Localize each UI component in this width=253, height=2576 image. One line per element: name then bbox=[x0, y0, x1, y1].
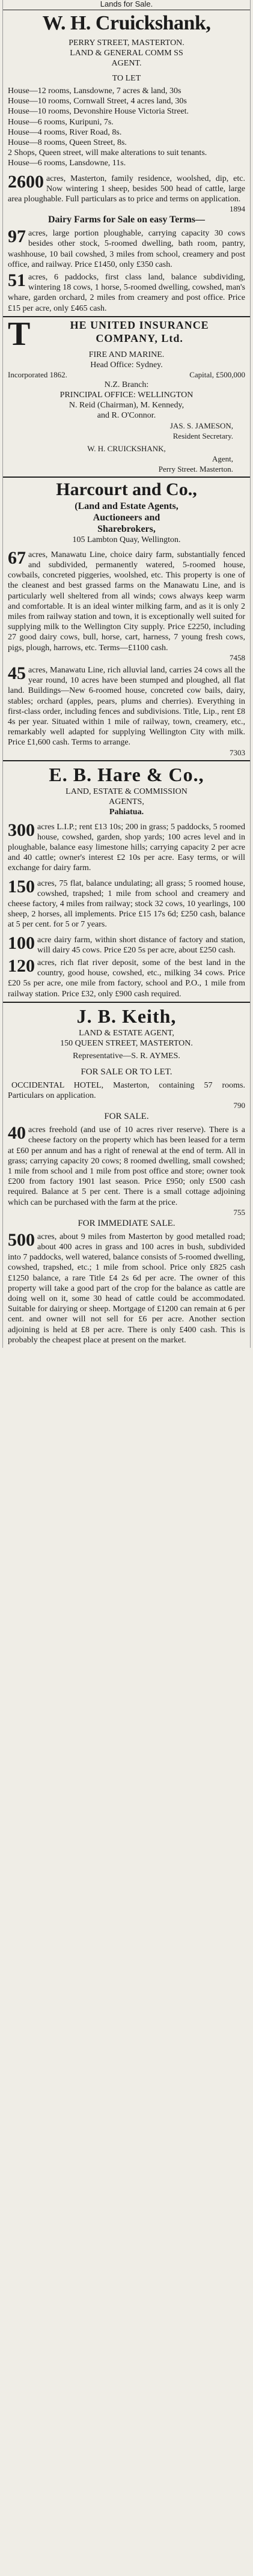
listing-text: acres, 75 flat, balance undulating; all grass; 5 roomed house, cowshed, trapshed; 1 mile from school and creamery and cheese factory, 4 miles from railway; stock 32 cows, 10 yearlings, 100 sheep, 2 horses, all implements. Price £15 17s 6d; £250 cash, balance at 5 per cent. for 5 or 7 years. bbox=[8, 878, 245, 930]
listing-100 bbox=[8, 935, 245, 955]
listing-text: acres, Manawatu Line, choice dairy farm, substantially fenced and subdivided, permanently watered, 5-roomed house, cowbails, concreted piggeries, woolshed, etc. This property is one of the cleanest and best grassed farms on the Manawatu Line, and is particularly well sheltered from all winds; cows always keep warm and comfortable. It is an ideal winter milking farm, and as it is only 2 miles from railway station and town, it is exceptionally well suited for supplying milk to the Wellington City supply. Price £2250, including 27 good dairy cows, bull, horse, cart, harness, 7 young fresh cows, pigs, plough, harrows, etc. Terms—£1100 cash. bbox=[8, 550, 245, 653]
keith-ad bbox=[3, 1003, 250, 1348]
listing-number: 100 bbox=[8, 933, 35, 953]
listing-number: 500 bbox=[8, 1229, 35, 1250]
listing-300 bbox=[8, 822, 245, 874]
insurance-header bbox=[8, 315, 245, 353]
listing-text: acres, rich flat river deposit, some of the best land in the country, good house, cowshed, etc., milking 34 cows. Price £20 5s per acre, one mile from factory, school and P.O., 1 mile from railway station. Price £32, only £900 cash required. bbox=[8, 958, 245, 999]
keith-sub: LAND & ESTATE AGENT, bbox=[79, 1028, 174, 1038]
listing-text: acre dairy farm, within short distance of factory and station, will dairy 45 cows. Price £20 5s per acre, about £250 cash. bbox=[37, 935, 245, 955]
clipped-header: Lands for Sale. bbox=[100, 0, 153, 8]
listing-code: 7303 bbox=[230, 748, 245, 757]
harcourt-sub: Auctioneers and bbox=[93, 512, 160, 523]
insurance-head-office: Head Office: Sydney. bbox=[90, 360, 163, 370]
advertisement-column bbox=[2, 0, 251, 1348]
insurance-ad bbox=[3, 317, 250, 477]
listing-40 bbox=[8, 1125, 245, 1208]
hare-sub: AGENTS, bbox=[109, 797, 144, 806]
listing-code: 755 bbox=[233, 1207, 245, 1217]
cruickshank-street: PERRY STREET, MASTERTON. bbox=[69, 38, 184, 47]
dairy-heading: Dairy Farms for Sale on easy Terms— bbox=[47, 215, 205, 225]
listing-text: acres L.I.P.; rent £13 10s; 200 in grass; 5 paddocks, 5 roomed house, cowshed, garden, shop yards; 100 acres level and in ploughable, balance easy limestone hills; carrying capacity 2 per acre and 40 cattle; owner's interest £2 10s per acre. Easy terms, or will exchange for dairy farm. bbox=[8, 822, 245, 873]
listing-text: acres, Masterton, family residence, woolshed, dip, etc. Now wintering 1 sheep, besides 500 head of cattle, large area ploughable. Full particulars as to price and terms on application. bbox=[8, 174, 245, 204]
listing-45 bbox=[8, 665, 245, 748]
section-heading: FOR SALE. bbox=[104, 1112, 149, 1122]
hare-name: E. B. Hare & Co., bbox=[49, 763, 204, 785]
insurance-row bbox=[8, 370, 245, 380]
cruickshank-agent: AGENT. bbox=[111, 59, 142, 68]
listing-2600 bbox=[8, 171, 245, 205]
drop-cap: T bbox=[8, 315, 31, 353]
harcourt-ad bbox=[3, 478, 250, 760]
listing-number: 97 bbox=[8, 227, 26, 247]
insurance-line2: COMPANY, Ltd. bbox=[96, 332, 183, 344]
section-heading: FOR IMMEDIATE SALE. bbox=[78, 1218, 175, 1228]
insurance-agent-title: Agent, bbox=[212, 454, 233, 463]
listing-number: 120 bbox=[8, 955, 35, 976]
to-let-item: 2 Shops, Queen street, will make alterations to suit tenants. bbox=[8, 148, 207, 158]
keith-rep: Representative—S. R. AYMES. bbox=[73, 1051, 180, 1061]
insurance-directors: and R. O'Connor. bbox=[97, 410, 156, 420]
listing-code: 7458 bbox=[230, 653, 245, 662]
listing-67 bbox=[8, 547, 245, 653]
listing-number: 40 bbox=[8, 1123, 26, 1143]
listing-number: 51 bbox=[8, 270, 26, 291]
hare-ad bbox=[3, 761, 250, 1002]
to-let-heading: TO LET bbox=[112, 74, 141, 83]
insurance-secretary-title: Resident Secretary. bbox=[172, 431, 233, 440]
insurance-line1: HE UNITED INSURANCE bbox=[70, 318, 209, 331]
insurance-principal: PRINCIPAL OFFICE: WELLINGTON bbox=[59, 390, 194, 400]
hare-sub: LAND, ESTATE & COMMISSION bbox=[66, 787, 187, 796]
listing-51 bbox=[8, 272, 245, 314]
listing-code: 1894 bbox=[230, 204, 245, 214]
listing-number: 67 bbox=[8, 547, 26, 568]
listing-number: 300 bbox=[8, 820, 35, 840]
to-let-item: House—6 rooms, Lansdowne, 11s. bbox=[8, 159, 126, 168]
hotel-listing: OCCIDENTAL HOTEL, Masterton, containing 57 rooms. Particulars on application. bbox=[8, 1080, 245, 1100]
harcourt-name: Harcourt and Co., bbox=[56, 479, 197, 499]
to-let-item: House—4 rooms, River Road, 8s. bbox=[8, 127, 122, 137]
keith-name: J. B. Keith, bbox=[76, 1005, 177, 1027]
insurance-branch: N.Z. Branch: bbox=[104, 380, 149, 389]
cruickshank-ad bbox=[3, 10, 250, 316]
cruickshank-name: W. H. Cruickshank, bbox=[42, 12, 211, 34]
keith-addr: 150 QUEEN STREET, MASTERTON. bbox=[60, 1038, 193, 1048]
to-let-item: House—6 rooms, Kuripuni, 7s. bbox=[8, 117, 114, 127]
to-let-item: House—10 rooms, Devonshire House Victoria Street. bbox=[8, 107, 189, 117]
insurance-capital: Capital, £500,000 bbox=[189, 370, 245, 379]
listing-number: 45 bbox=[8, 663, 26, 683]
insurance-incorporated: Incorporated 1862. bbox=[8, 370, 67, 379]
to-let-item: House—10 rooms, Cornwall Street, 4 acres land, 30s bbox=[8, 97, 187, 106]
listing-97 bbox=[8, 228, 245, 270]
listing-code: 790 bbox=[233, 1101, 245, 1110]
listing-500 bbox=[8, 1229, 245, 1345]
to-let-item: House—8 rooms, Queen Street, 8s. bbox=[8, 138, 127, 148]
harcourt-addr: 105 Lambton Quay, Wellington. bbox=[72, 535, 181, 544]
listing-text: acres, 6 paddocks, first class land, balance subdividing, wintering 18 cows, 1 horse, 5-roomed dwelling, cowshed, man's whare, garden orchard, 2 miles from creamery and post office. Price £15 per acre, only £465 cash. bbox=[8, 273, 245, 313]
cruickshank-role: LAND & GENERAL COMM SS bbox=[70, 49, 183, 58]
insurance-line3: FIRE AND MARINE. bbox=[88, 350, 165, 359]
listing-120 bbox=[8, 955, 245, 999]
to-let-list bbox=[8, 86, 245, 169]
listing-number: 150 bbox=[8, 876, 35, 897]
listing-text: acres, large portion ploughable, carrying capacity 30 cows besides other stock, 5-roomed dwelling, bath room, pantry, washhouse, 10 bail cowshed, 3 miles from school, creamery and post office, and railway. Price £1450, only £350 cash. bbox=[8, 229, 245, 269]
listing-text: acres freehold (and use of 10 acres river reserve). There is a cheese factory on the property which has been leased for a term at £60 per annum and has a right of renewal at the end of term. All in grass; carrying capacity 20 cows; 8 roomed dwelling, small cowshed; 1 mile from school and 1 mile from post office and store; owner took £200 from factory 1901 last season. Price £950; only £500 cash required. Balance at 5 per cent. There is a small cottage adjoining which can be purchased with the farm at the price. bbox=[8, 1125, 245, 1207]
hare-town: Pahiatua. bbox=[109, 807, 144, 817]
listing-150 bbox=[8, 878, 245, 930]
harcourt-sub: (Land and Estate Agents, bbox=[75, 501, 178, 511]
harcourt-sub: Sharebrokers, bbox=[97, 523, 156, 534]
listing-text: acres, Manawatu Line, rich alluvial land, carries 24 cows all the year round, 10 acres have been stumped and ploughed, all flat land. Buildings—New 6-roomed house, concreted cow bails, dairy, stables; orchard (apples, pears, plums and cherries). Everything in first-class order, including fences and subdivisions. Title, Lip., rent £8 4s per year. Situated within 1 mile of railway, town, creamery, etc., remarkably well adapted for supplying Wellington City with milk. Price £1,600 cash. Terms to arrange. bbox=[8, 665, 245, 748]
insurance-directors: N. Reid (Chairman), M. Kennedy, bbox=[69, 400, 184, 410]
to-let-item: House—12 rooms, Lansdowne, 7 acres & land, 30s bbox=[8, 87, 181, 96]
listing-number: 2600 bbox=[8, 171, 44, 192]
insurance-agent-addr: Perry Street. Masterton. bbox=[158, 464, 233, 473]
insurance-secretary: JAS. S. JAMESON, bbox=[169, 421, 233, 430]
insurance-agent: W. H. CRUICKSHANK, bbox=[87, 443, 166, 453]
section-heading: FOR SALE OR TO LET. bbox=[81, 1067, 172, 1077]
listing-text: acres, about 9 miles from Masterton by good metalled road; about 400 acres in grass and 100 acres in bush, subdivided into 7 paddocks, well watered, balance consists of 5-roomed dwelling, cowshed, trapshed, etc.; 1 mile from school. Price only £825 cash £1250 balance, a rare Title £4 2s 6d per acre. The owner of this property will take a good part of the crop for the balance as cattle are doing well on it, some 30 head of cattle could be accommodated. Suitable for dairying or sheep. Mortgage of £1200 can remain at 6 per cent. and owner will not sell for £6 per acre. Another section adjoining is held at £8 per acre. There is only £400 cash. This is probably the cheapest place at present on the market. bbox=[8, 1232, 245, 1345]
